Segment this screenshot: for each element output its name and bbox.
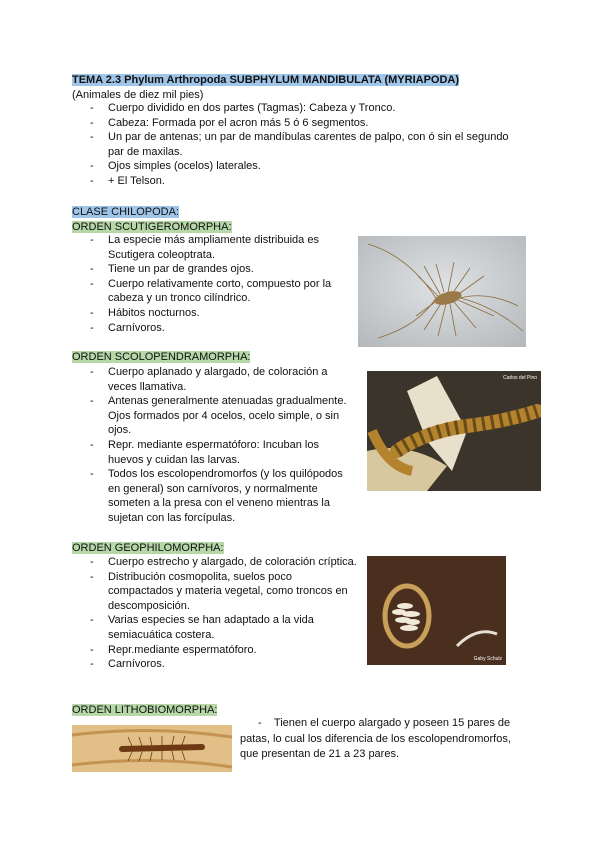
page-subtitle: (Animales de diez mil pies)	[72, 89, 204, 101]
list-item: - Tiene un par de grandes ojos.	[90, 262, 340, 277]
list-item: - Cuerpo aplanado y alargado, de coloración a veces llamativa.	[90, 365, 350, 394]
list-item: - Todos los escolopendromorfos (y los quilópodos en general) son carnívoros, y normalmente someten a la presa con el veneno mientras la sujetan con las forcípulas.	[90, 467, 350, 525]
header-bullet-list	[90, 101, 520, 189]
list-item: - Hábitos nocturnos.	[90, 306, 340, 321]
list-item: - Carnívoros.	[90, 657, 360, 672]
list-item: - Cuerpo dividido en dos partes (Tagmas): Cabeza y Tronco.	[90, 101, 520, 116]
list-item: - Repr.mediante espermatóforo.	[90, 643, 360, 658]
list-item: - Cabeza: Formada por el acron más 5 ó 6 segmentos.	[90, 116, 520, 131]
list-item: - La especie más ampliamente distribuida es Scutigera coleoptrata.	[90, 233, 340, 262]
lithobio-description: - Tienen el cuerpo alargado y poseen 15 pares de patas, lo cual los diferencia de los escolopendromorfos, que presentan de 21 a 23 pares.	[240, 717, 511, 760]
list-item: - Un par de antenas; un par de mandíbulas carentes de palpo, con ó sin el segundo par de maxilas.	[90, 130, 520, 159]
photo-credit: Carlos del Pino	[503, 375, 537, 381]
lithobio-heading: ORDEN LITHOBIOMORPHA:	[72, 704, 218, 716]
geophilo-heading: ORDEN GEOPHILOMORPHA:	[72, 542, 224, 554]
list-item: - Ojos simples (ocelos) laterales.	[90, 159, 520, 174]
geophilus-photo	[367, 556, 506, 665]
scutigero-bullet-list	[90, 233, 340, 335]
list-item: - Carnívoros.	[90, 321, 340, 336]
list-item: - Distribución cosmopolita, suelos poco compactados y materia vegetal, como troncos en descomposición.	[90, 570, 360, 614]
scolopendro-bullet-list	[90, 365, 350, 526]
photo-credit: Gaby Schulz	[473, 656, 502, 662]
page-title: TEMA 2.3 Phylum Arthropoda SUBPHYLUM MANDIBULATA (MYRIAPODA)	[72, 74, 460, 86]
list-item: - Repr. mediante espermatóforo: Incuban los huevos y cuidan las larvas.	[90, 438, 350, 467]
geophilo-bullet-list	[90, 555, 360, 672]
scutigera-photo	[358, 236, 526, 347]
list-item: - Varias especies se han adaptado a la vida semiacuática costera.	[90, 613, 360, 642]
list-item: - Cuerpo estrecho y alargado, de coloración críptica.	[90, 555, 360, 570]
list-item: - + El Telson.	[90, 174, 520, 189]
list-item: - Cuerpo relativamente corto, compuesto por la cabeza y un tronco cilíndrico.	[90, 277, 340, 306]
scutigero-heading: ORDEN SCUTIGEROMORPHA:	[72, 221, 232, 233]
lithobius-photo	[72, 725, 232, 772]
scolopendra-photo	[367, 371, 541, 491]
clase-heading: CLASE CHILOPODA:	[72, 206, 179, 218]
scolopendro-heading: ORDEN SCOLOPENDRAMORPHA:	[72, 351, 251, 363]
list-item: - Antenas generalmente atenuadas gradualmente. Ojos formados por 4 ocelos, ocelo simple, o sin ojos.	[90, 394, 350, 438]
